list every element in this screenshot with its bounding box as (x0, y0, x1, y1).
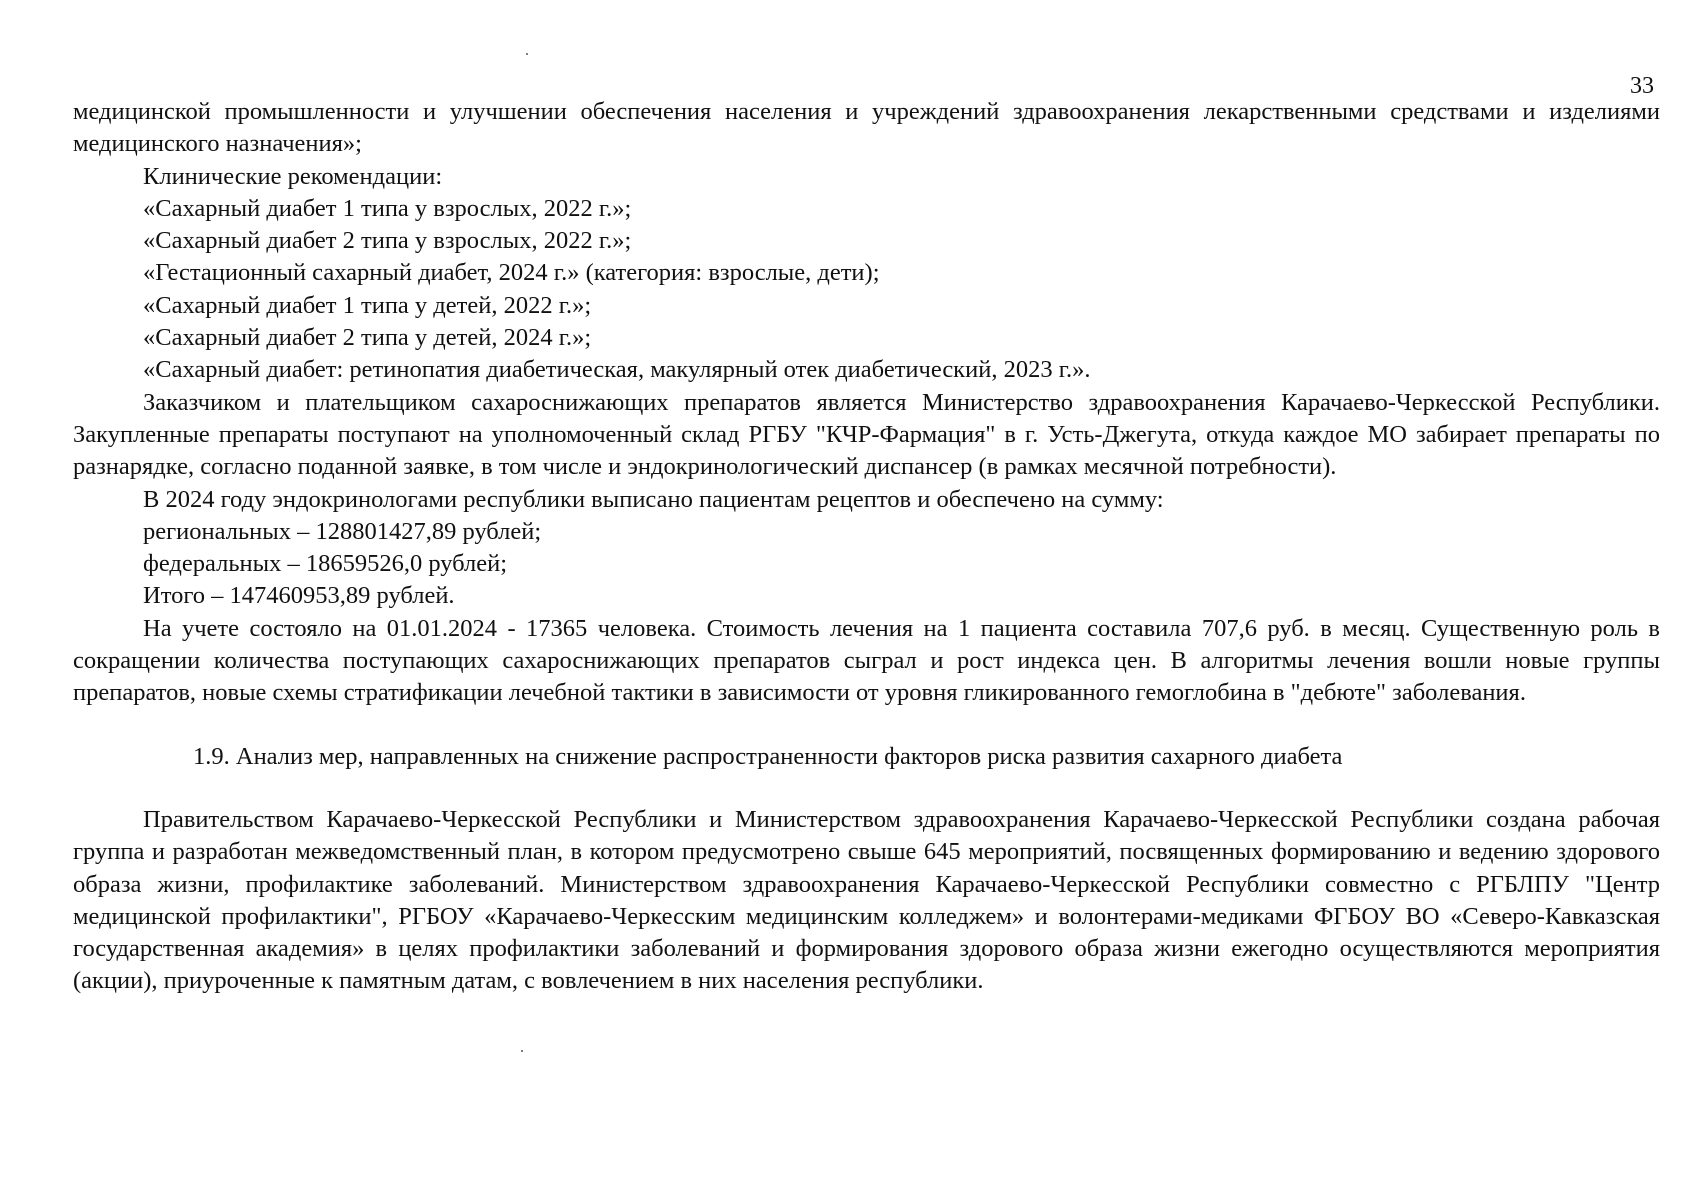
amount-federal: федеральных – 18659526,0 рублей; (143, 550, 508, 578)
document-body (73, 96, 1660, 998)
paragraph-prescriptions-2024: В 2024 году эндокринологами республики выписано пациентам рецептов и обеспечено на сумму: (143, 485, 1164, 513)
guideline-item: «Гестационный сахарный диабет, 2024 г.» (категория: взрослые, дети); (143, 259, 880, 287)
paragraph-government-measures: Правительством Карачаево-Черкесской Республики и Министерством здравоохранения Карачаево-Черкесской Республики создана рабочая группа и разработан межведомственный план, в котором предусмотрено свыше 645 мероприятий, посвященных формированию и ведению здорового образа жизни, профилактике заболеваний. Министерством здравоохранения Карачаево-Черкесской Республики совместно с РГБЛПУ "Центр медицинской профилактики", РГБОУ «Карачаево-Черкесским медицинским колледжем» и волонтерами-медиками ФГБОУ ВО «Северо-Кавказская государственная академия» в целях профилактики заболеваний и формирования здорового образа жизни ежегодно осуществляются мероприятия (акции), приуроченные к памятным датам, с вовлечением в них населения республики. (73, 805, 1660, 995)
page-number: 33 (1630, 73, 1654, 99)
scan-speck (526, 53, 528, 55)
amount-regional: региональных – 128801427,89 рублей; (143, 517, 542, 545)
scan-speck (521, 1050, 523, 1052)
section-heading: 1.9. Анализ мер, направленных на снижение распространенности факторов риска развития сахарного диабета (193, 742, 1343, 770)
guideline-item: «Сахарный диабет 1 типа у детей, 2022 г.»; (143, 291, 592, 319)
guideline-item: «Сахарный диабет 2 типа у детей, 2024 г.»; (143, 324, 592, 352)
guideline-item: «Сахарный диабет 2 типа у взрослых, 2022 г.»; (143, 227, 632, 255)
paragraph-registered-patients: На учете состояло на 01.01.2024 - 17365 человека. Стоимость лечения на 1 пациента составила 707,6 руб. в месяц. Существенную роль в сокращении количества поступающих сахароснижающих препаратов сыграл и рост индекса цен. В алгоритмы лечения вошли новые группы препаратов, новые схемы стратификации лечебной тактики в зависимости от уровня гликированного гемоглобина в "дебюте" заболевания. (73, 614, 1660, 707)
guideline-item: «Сахарный диабет: ретинопатия диабетическая, макулярный отек диабетический, 2023 г.». (143, 356, 1091, 384)
paragraph-continuation: медицинской промышленности и улучшении обеспечения населения и учреждений здравоохранения лекарственными средствами и изделиями медицинского назначения»; (73, 98, 1660, 158)
paragraph-customer-payer: Заказчиком и плательщиком сахароснижающих препаратов является Министерство здравоохранения Карачаево-Черкесской Республики. Закупленные препараты поступают на уполномоченный склад РГБУ "КЧР-Фармация" в г. Усть-Джегута, откуда каждое МО забирает препараты по разнарядке, согласно поданной заявке, в том числе и эндокринологический диспансер (в рамках месячной потребности). (73, 388, 1660, 481)
guideline-item: «Сахарный диабет 1 типа у взрослых, 2022 г.»; (143, 194, 632, 222)
amount-total: Итого – 147460953,89 рублей. (143, 582, 455, 610)
paragraph-clinical-guidelines-intro: Клинические рекомендации: (143, 162, 443, 190)
